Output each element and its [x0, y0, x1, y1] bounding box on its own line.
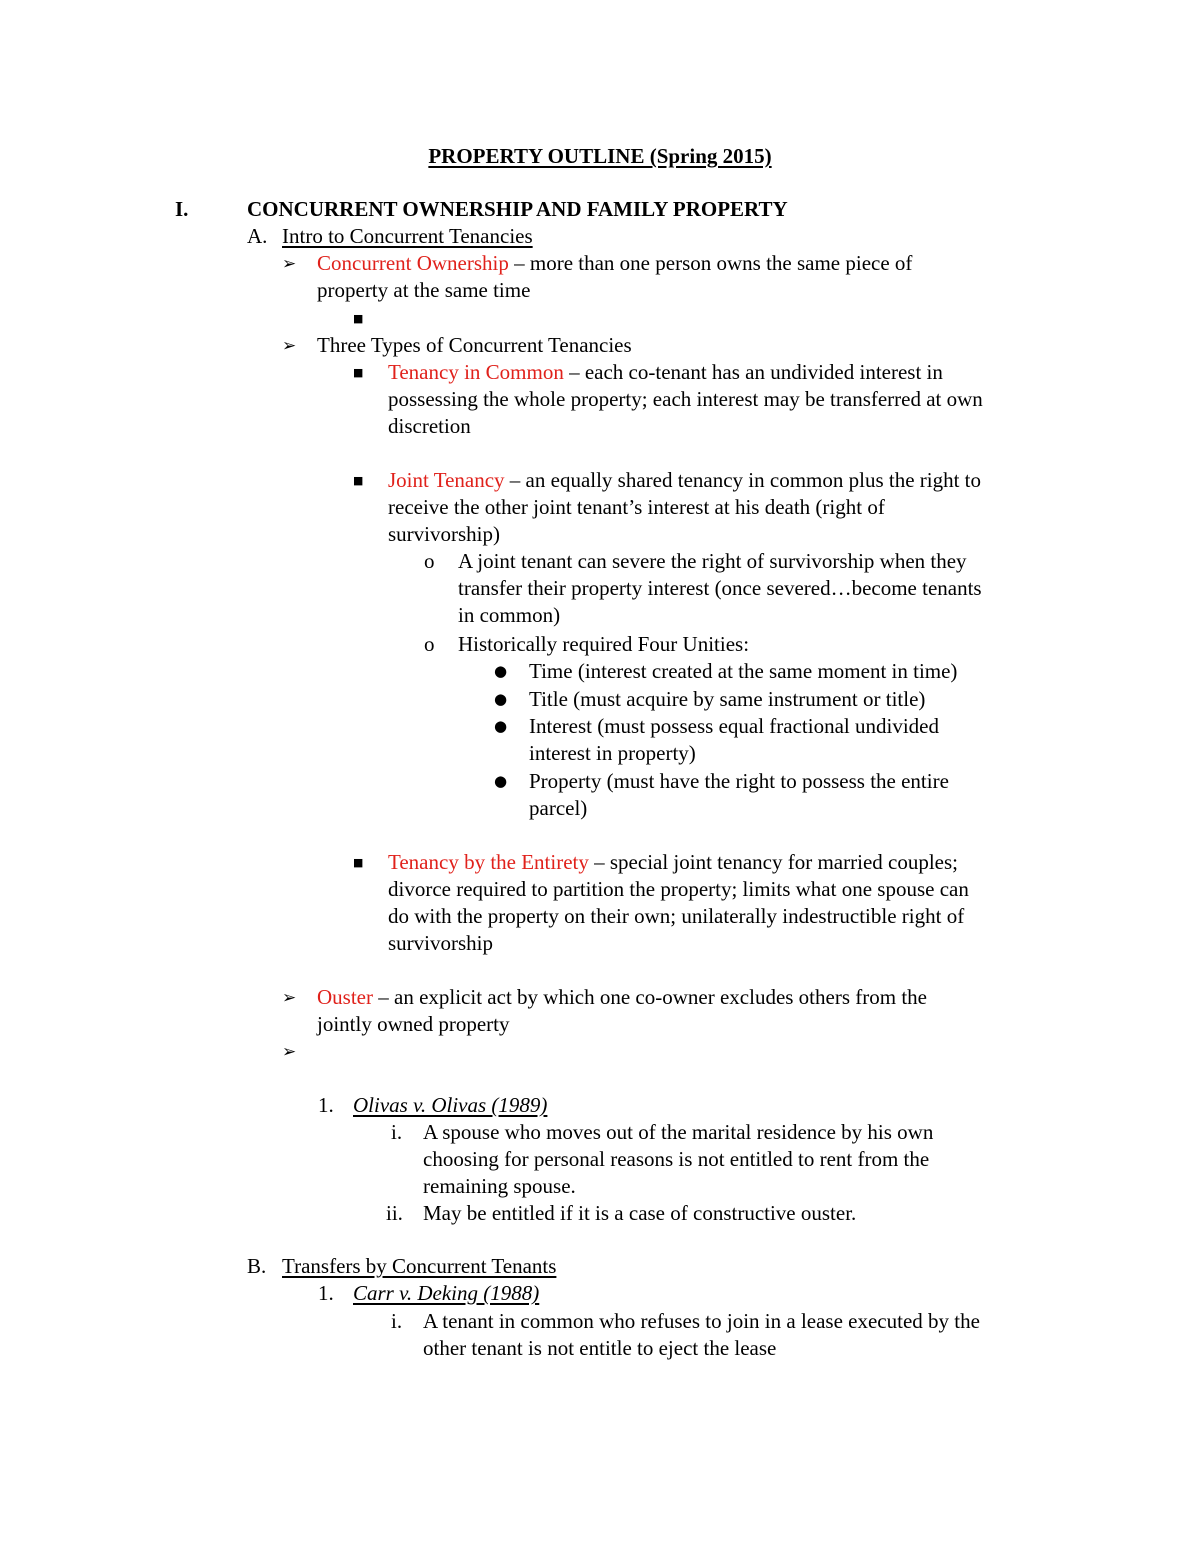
square-bullet-icon: ■: [353, 366, 364, 379]
definition-text: – each co-tenant has an undivided interest in: [563, 360, 943, 384]
definition-line: [388, 849, 958, 876]
dot-bullet-icon: ●: [494, 772, 508, 790]
list-item: A joint tenant can severe the right of survivorship when they: [458, 549, 967, 573]
case-name: Carr v. Deking (1988): [353, 1281, 540, 1305]
section-number: I.: [175, 197, 189, 221]
arrow-bullet-icon: ➢: [282, 1042, 297, 1062]
list-item: interest in property): [529, 741, 696, 765]
definition-text: discretion: [388, 414, 471, 438]
definition-text: possessing the whole property; each interest may be transferred at own: [388, 387, 983, 411]
case-holding: other tenant is not entitle to eject the lease: [423, 1336, 777, 1360]
section-heading: CONCURRENT OWNERSHIP AND FAMILY PROPERTY: [247, 197, 788, 221]
arrow-bullet-icon: ➢: [282, 254, 297, 274]
dot-bullet-icon: ●: [494, 690, 508, 708]
list-item: transfer their property interest (once severed…become tenants: [458, 576, 982, 600]
case-name: Olivas v. Olivas (1989): [353, 1093, 548, 1117]
definition-line: [317, 250, 912, 277]
case-holding: choosing for personal reasons is not entitled to rent from the: [423, 1147, 930, 1171]
definition-line: [317, 984, 927, 1011]
definition-text: survivorship): [388, 522, 500, 546]
defined-term: Concurrent Ownership: [317, 251, 509, 275]
definition-text: – an explicit act by which one co-owner excludes others from the: [373, 985, 927, 1009]
case-holding: A spouse who moves out of the marital residence by his own: [423, 1120, 934, 1144]
subsection-label: A.: [247, 224, 268, 248]
page-title: PROPERTY OUTLINE (Spring 2015): [428, 144, 772, 168]
definition-text: survivorship: [388, 931, 493, 955]
list-item: in common): [458, 603, 561, 627]
roman-numeral: i.: [391, 1120, 403, 1144]
list-item: Title (must acquire by same instrument or title): [529, 687, 926, 711]
square-bullet-icon: ■: [353, 856, 364, 869]
arrow-bullet-icon: ➢: [282, 988, 297, 1008]
definition-line: [388, 359, 943, 386]
case-holding: remaining spouse.: [423, 1174, 576, 1198]
definition-text: receive the other joint tenant’s interest at his death (right of: [388, 495, 885, 519]
definition-text: – more than one person owns the same piece of: [508, 251, 913, 275]
square-bullet-icon: ■: [353, 474, 364, 487]
subsection-label: B.: [247, 1254, 267, 1278]
case-holding: May be entitled if it is a case of constructive ouster.: [423, 1201, 857, 1225]
subsection-heading: Transfers by Concurrent Tenants: [282, 1254, 557, 1278]
definition-line: [388, 467, 981, 494]
case-holding: A tenant in common who refuses to join in a lease executed by the: [423, 1309, 980, 1333]
definition-text: – special joint tenancy for married couples;: [588, 850, 958, 874]
list-item: parcel): [529, 796, 588, 820]
arrow-bullet-icon: ➢: [282, 336, 297, 356]
roman-numeral: i.: [391, 1309, 403, 1333]
defined-term: Tenancy in Common: [388, 360, 564, 384]
list-item: Time (interest created at the same moment in time): [529, 659, 958, 683]
dot-bullet-icon: ●: [494, 717, 508, 735]
subsection-heading: Intro to Concurrent Tenancies: [282, 224, 533, 248]
case-number: 1.: [318, 1093, 334, 1117]
definition-text: property at the same time: [317, 278, 531, 302]
definition-text: jointly owned property: [317, 1012, 510, 1036]
list-item: Historically required Four Unities:: [458, 632, 750, 656]
definition-text: – an equally shared tenancy in common plus the right to: [504, 468, 982, 492]
case-number: 1.: [318, 1281, 334, 1305]
list-item: Interest (must possess equal fractional undivided: [529, 714, 939, 738]
list-item: Property (must have the right to possess the entire: [529, 769, 949, 793]
roman-numeral: ii.: [386, 1201, 403, 1225]
defined-term: Ouster: [317, 985, 373, 1009]
defined-term: Joint Tenancy: [388, 468, 505, 492]
list-item: Three Types of Concurrent Tenancies: [317, 333, 632, 357]
defined-term: Tenancy by the Entirety: [388, 850, 589, 874]
circle-bullet-icon: o: [424, 549, 435, 573]
square-bullet-icon: ■: [353, 312, 364, 325]
circle-bullet-icon: o: [424, 632, 435, 656]
definition-text: divorce required to partition the property; limits what one spouse can: [388, 877, 969, 901]
dot-bullet-icon: ●: [494, 662, 508, 680]
definition-text: do with the property on their own; unilaterally indestructible right of: [388, 904, 965, 928]
